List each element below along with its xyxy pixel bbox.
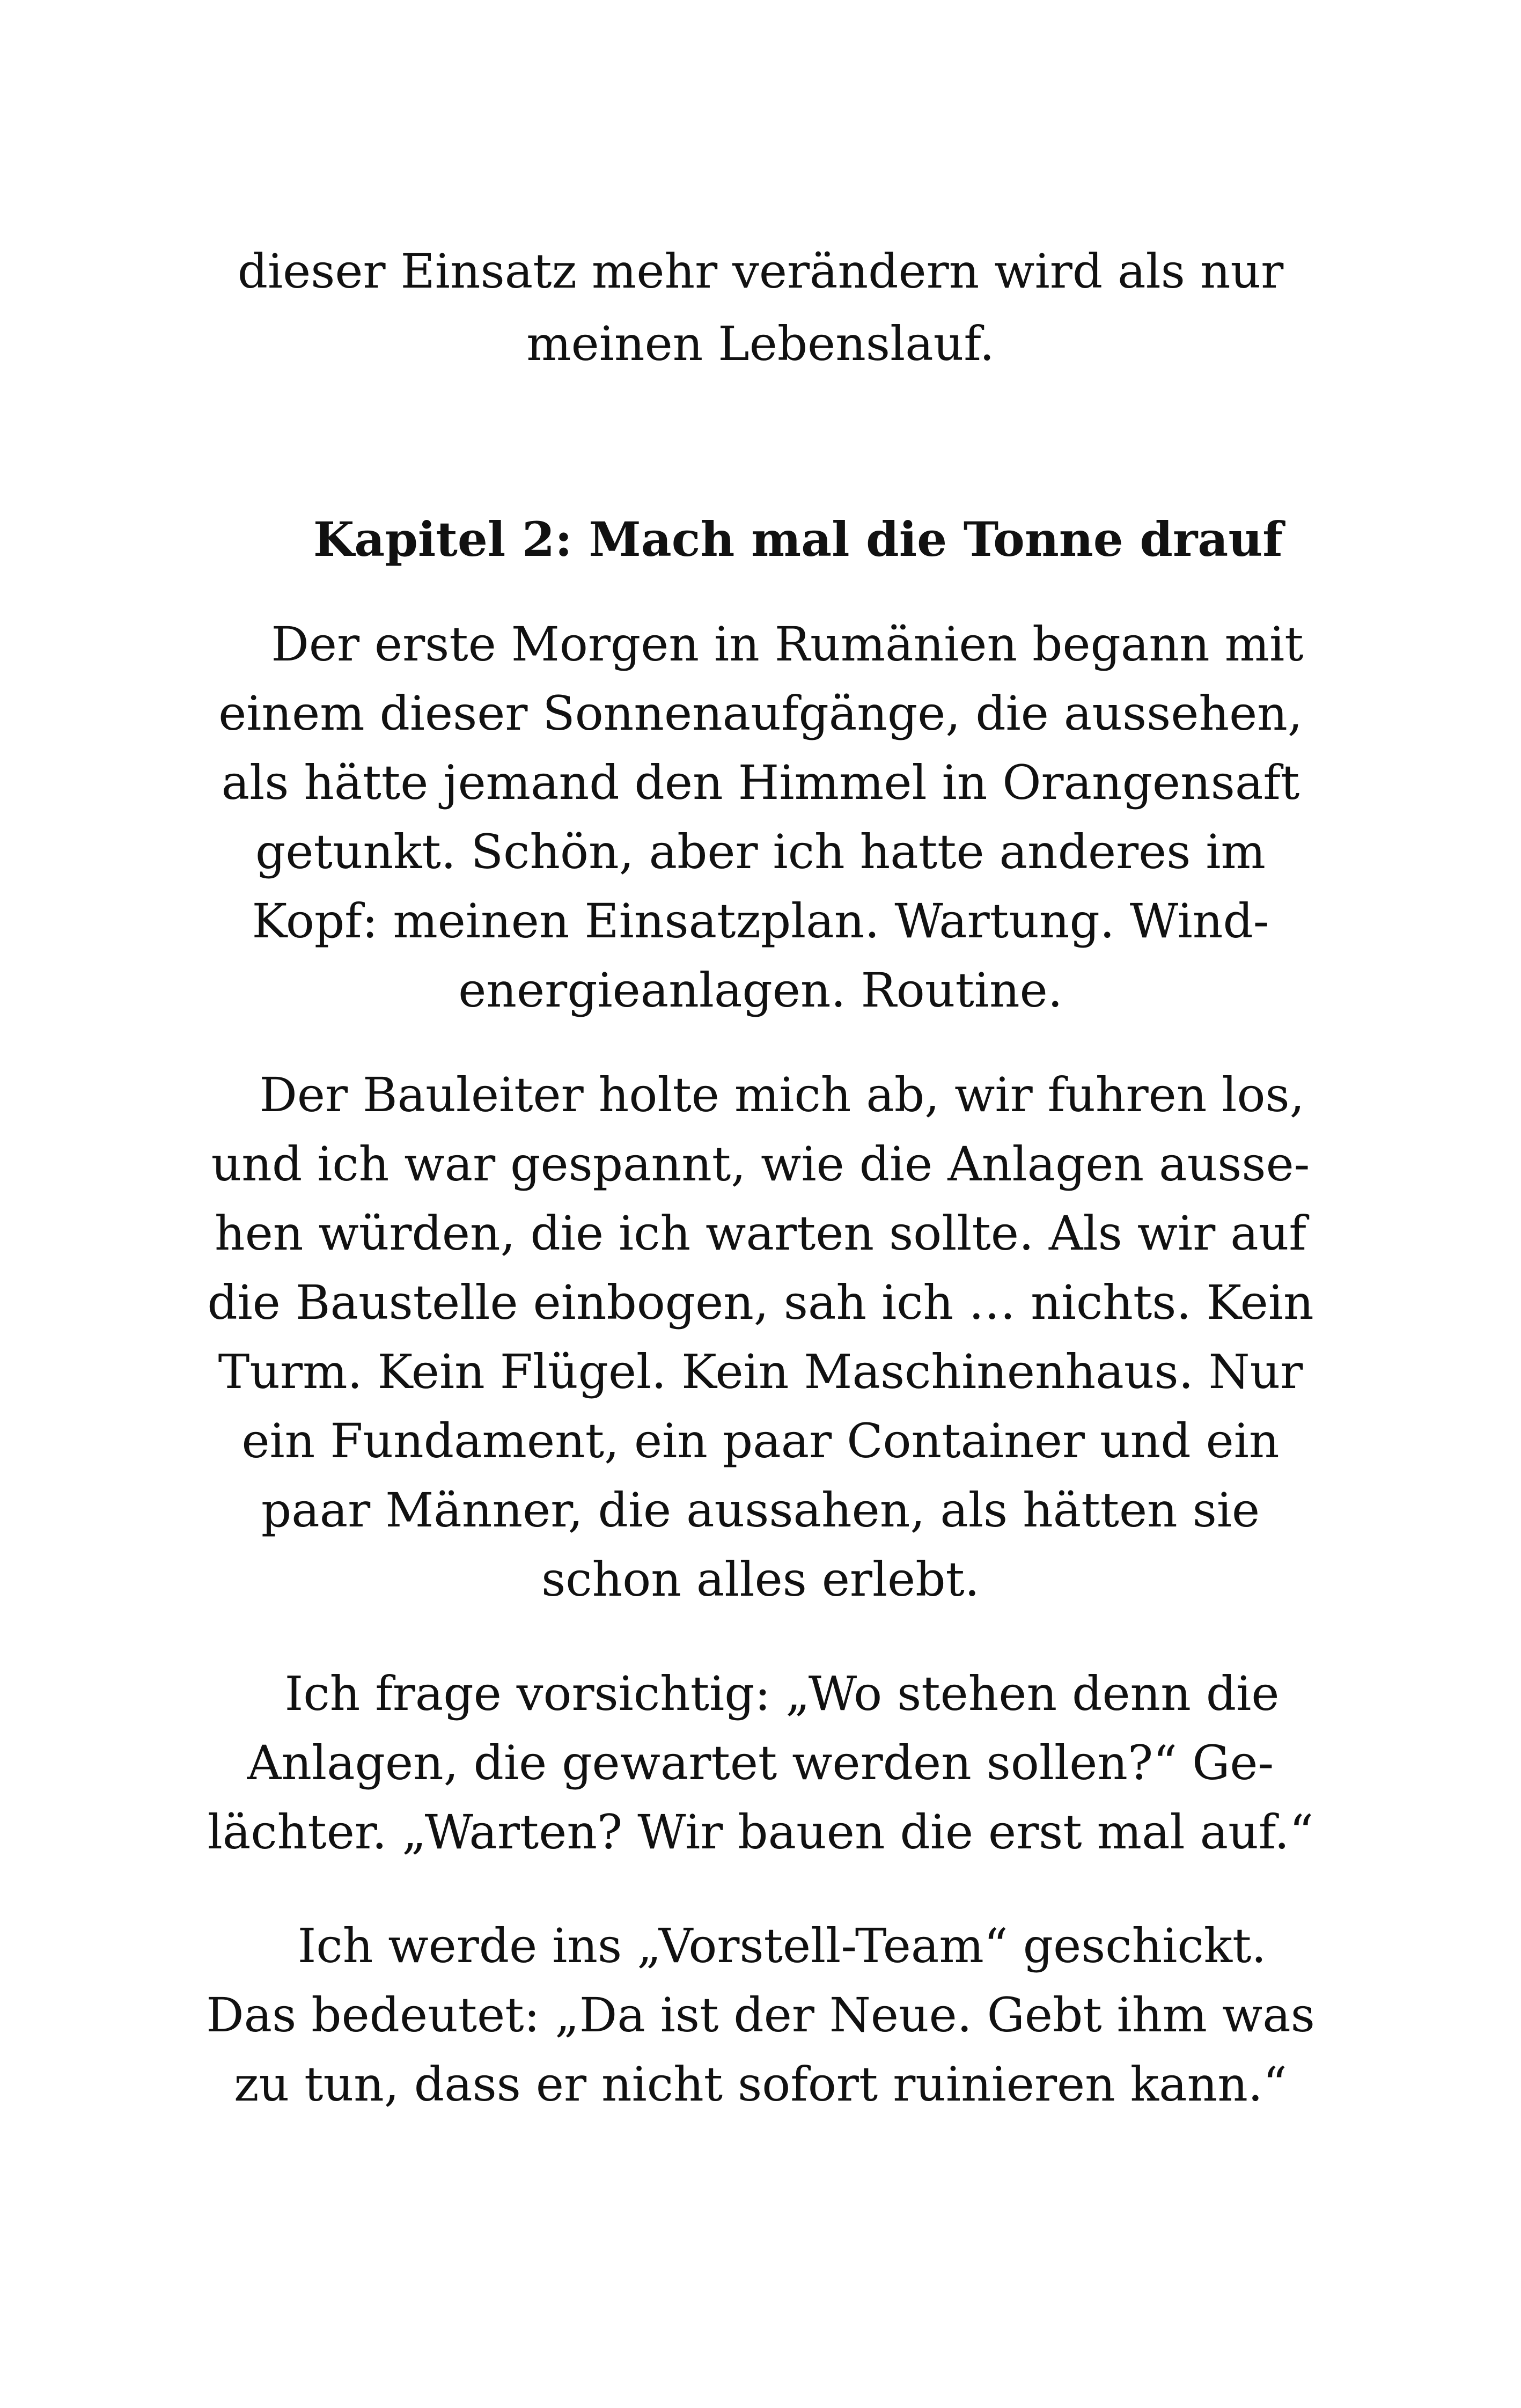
intro-line-2: meinen Lebenslauf. [526,316,995,371]
paragraph-1-line-5: Kopf: meinen Einsatzplan. Wartung. Wind- [252,893,1269,949]
paragraph-3-line-1: Ich frage vorsichtig: „Wo stehen denn die [284,1666,1280,1721]
intro-line-1: dieser Einsatz mehr verändern wird als nur [237,244,1284,299]
paragraph-2-line-4: die Baustelle einbogen, sah ich … nichts. Kein [207,1275,1314,1330]
paragraph-2-line-6: ein Fundament, ein paar Container und ein [241,1413,1280,1469]
paragraph-2-line-3: hen würden, die ich warten sollte. Als wir auf [215,1206,1306,1261]
paragraph-1-line-2: einem dieser Sonnenaufgänge, die aussehen, [218,686,1303,741]
paragraph-4-line-1: Ich werde ins „Vorstell-Team“ geschickt. [297,1918,1267,1973]
paragraph-2-line-7: paar Männer, die aussahen, als hätten sie [261,1482,1260,1538]
paragraph-2-line-5: Turm. Kein Flügel. Kein Maschinenhaus. Nur [218,1344,1303,1399]
paragraph-3-line-2: Anlagen, die gewartet werden sollen?“ Ge- [247,1735,1274,1790]
paragraph-2-line-1: Der Bauleiter holte mich ab, wir fuhren los, [259,1067,1305,1122]
paragraph-4-line-3: zu tun, dass er nicht sofort ruinieren kann.“ [234,2057,1287,2112]
paragraph-3-line-3: lächter. „Warten? Wir bauen die erst mal auf.“ [207,1804,1314,1860]
paragraph-1-line-6: energieanlagen. Routine. [458,963,1063,1018]
chapter-title: Kapitel 2: Mach mal die Tonne drauf [313,511,1283,567]
paragraph-2-line-8: schon alles erlebt. [541,1552,980,1607]
paragraph-1-line-1: Der erste Morgen in Rumänien begann mit [271,616,1304,672]
paragraph-1-line-3: als hätte jemand den Himmel in Orangensaft [221,755,1300,810]
paragraph-4-line-2: Das bedeutet: „Da ist der Neue. Gebt ihm was [206,1987,1315,2043]
paragraph-2-line-2: und ich war gespannt, wie die Anlagen ausse- [211,1136,1310,1192]
paragraph-1-line-4: getunkt. Schön, aber ich hatte anderes im [255,824,1266,879]
